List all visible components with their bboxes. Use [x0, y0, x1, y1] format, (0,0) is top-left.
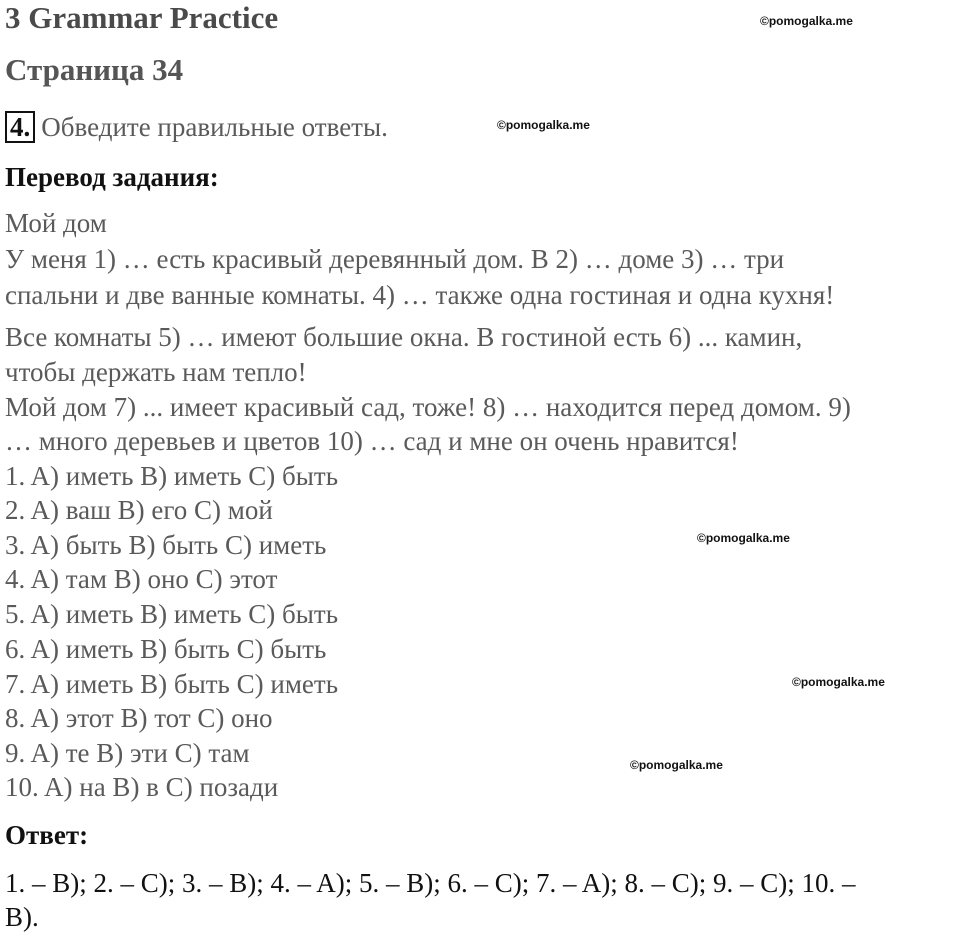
watermark: ©pomogalka.me: [630, 758, 723, 772]
text-line: Мой дом 7) ... имеет красивый сад, тоже! 8) … находится перед домом. 9): [5, 392, 851, 422]
text-line: спальни и две ванные комнаты. 4) … также одна гостиная и одна кухня!: [5, 280, 835, 310]
option-line: 10. A) на B) в C) позади: [5, 772, 279, 802]
option-line: 4. A) там B) оно C) этот: [5, 564, 278, 594]
text-line: чтобы держать нам тепло!: [5, 357, 307, 387]
page-number-heading: Страница 34: [5, 52, 184, 87]
option-line: 2. A) ваш B) его C) мой: [5, 495, 273, 525]
text-line: Все комнаты 5) … имеют большие окна. В гостиной есть 6) ... камин,: [5, 322, 803, 352]
watermark: ©pomogalka.me: [697, 531, 790, 545]
option-line: 7. A) иметь B) быть C) иметь: [5, 669, 339, 699]
option-line: 6. A) иметь B) быть C) быть: [5, 634, 327, 664]
text-line: … много деревьев и цветов 10) … сад и мне он очень нравится!: [5, 426, 739, 456]
watermark: ©pomogalka.me: [497, 118, 590, 132]
task-number-box: 4.: [5, 111, 35, 143]
answer-heading: Ответ:: [5, 820, 89, 850]
option-line: 8. A) этот B) тот C) оно: [5, 703, 273, 733]
text-line: У меня 1) … есть красивый деревянный дом. В 2) … доме 3) … три: [5, 244, 785, 274]
answer-line: 1. – B); 2. – C); 3. – B); 4. – A); 5. – B); 6. – C); 7. – A); 8. – C); 9. – C); 10. –: [5, 868, 856, 898]
watermark: ©pomogalka.me: [792, 675, 885, 689]
option-line: 5. A) иметь B) иметь C) быть: [5, 599, 339, 629]
task-instruction: [5, 110, 388, 144]
option-line: 1. A) иметь B) иметь C) быть: [5, 461, 339, 491]
answer-line: B).: [5, 902, 39, 932]
option-line: 9. A) те B) эти C) там: [5, 738, 250, 768]
watermark: ©pomogalka.me: [760, 14, 853, 28]
translation-heading: Перевод задания:: [5, 162, 219, 192]
task-instruction-text: Обведите правильные ответы.: [41, 112, 388, 142]
text-line: Мой дом: [5, 208, 107, 238]
section-title: 3 Grammar Practice: [5, 0, 279, 35]
option-line: 3. A) быть B) быть C) иметь: [5, 530, 327, 560]
